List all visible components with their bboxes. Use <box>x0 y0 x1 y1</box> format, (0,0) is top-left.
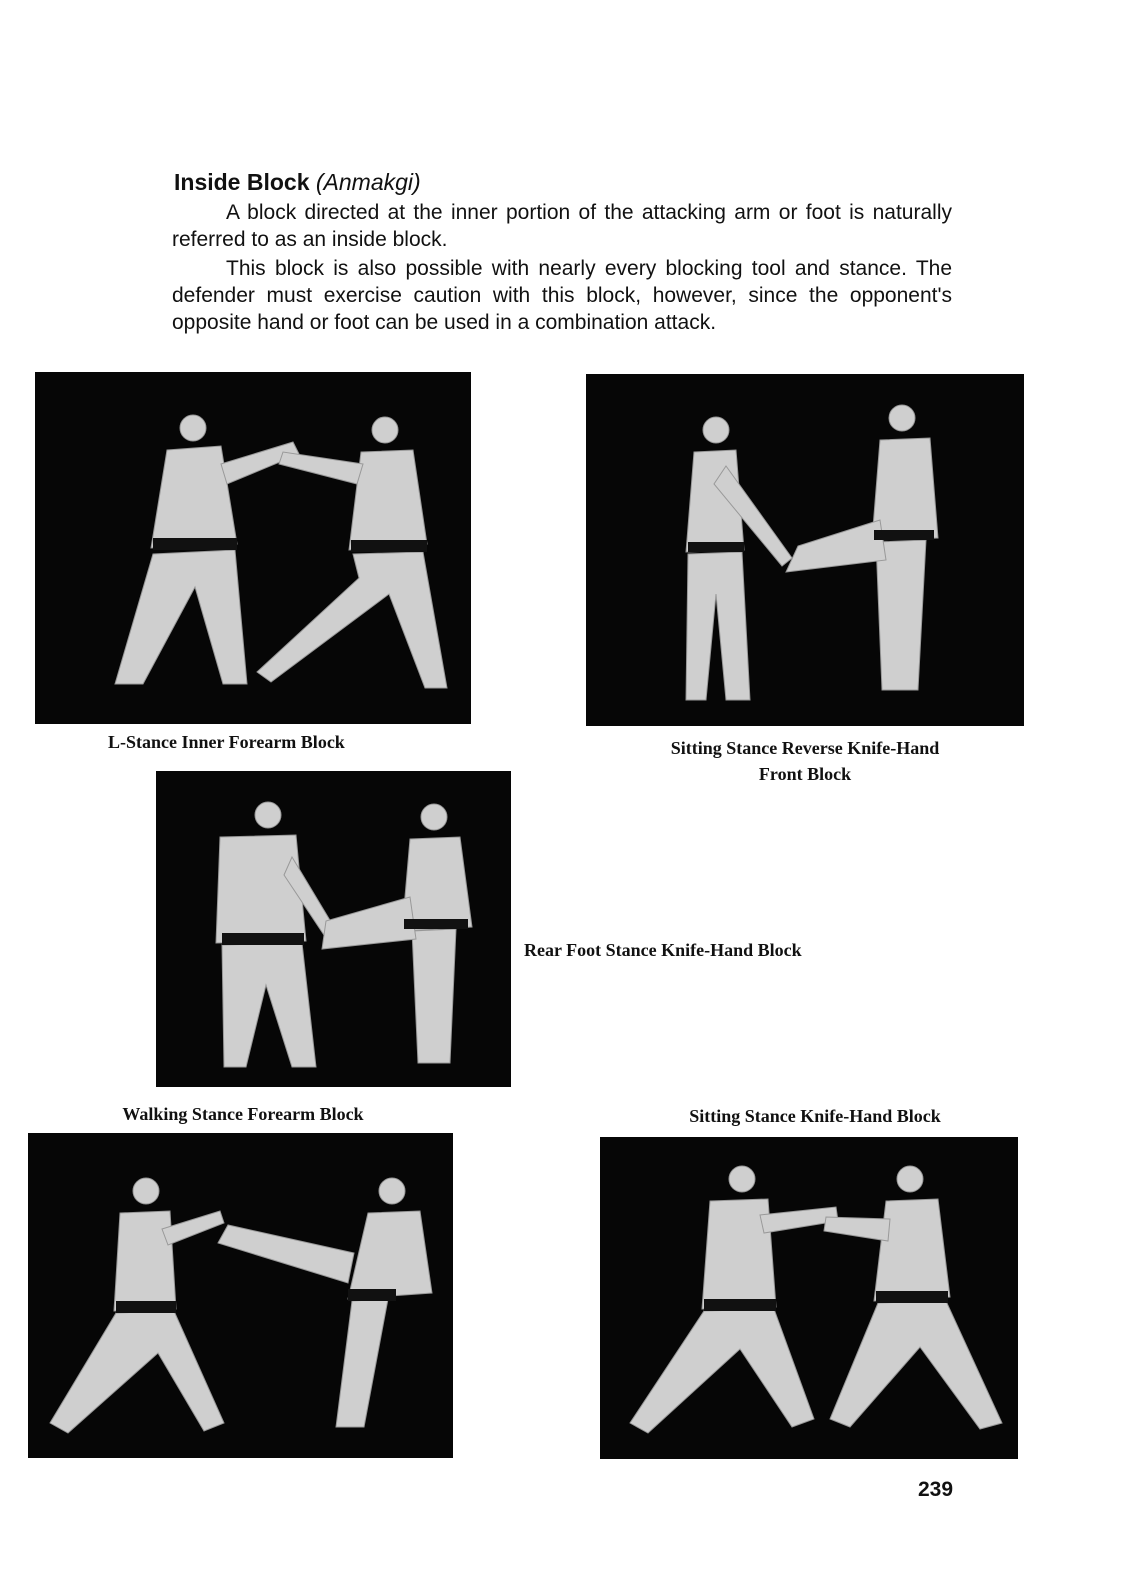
caution-paragraph: This block is also possible with nearly every blocking tool and stance. The defender must exercise caution with this block, however, since the opponent's opposite hand or foot can be used in a combination attack. <box>172 257 952 334</box>
caption-line-2: Front Block <box>758 764 852 784</box>
intro-paragraph: A block directed at the inner portion of the attacking arm or foot is naturally referred to as an inside block. <box>172 201 952 251</box>
caption-walking-stance: Walking Stance Forearm Block <box>122 1104 364 1124</box>
photo-walking-stance-forearm-block <box>28 1133 453 1458</box>
caption-line-1: Sitting Stance Reverse Knife-Hand <box>670 738 940 758</box>
photo-sitting-stance-reverse-knife-hand-front-block <box>586 374 1024 726</box>
heading-korean-term: (Anmakgi) <box>315 169 421 195</box>
caption-sitting-knife-hand: Sitting Stance Knife-Hand Block <box>689 1106 941 1126</box>
photo-rear-foot-stance-knife-hand-block <box>156 771 511 1087</box>
caption-sitting-reverse-knife-hand <box>586 735 1024 787</box>
section-heading <box>174 168 421 196</box>
caption-rear-foot-stance: Rear Foot Stance Knife-Hand Block <box>524 940 802 960</box>
caption-l-stance: L-Stance Inner Forearm Block <box>108 732 345 752</box>
page-number: 239 <box>918 1478 954 1501</box>
heading-title: Inside Block <box>174 169 310 195</box>
photo-sitting-stance-knife-hand-block <box>600 1137 1018 1459</box>
photo-l-stance-inner-forearm-block <box>35 372 471 724</box>
